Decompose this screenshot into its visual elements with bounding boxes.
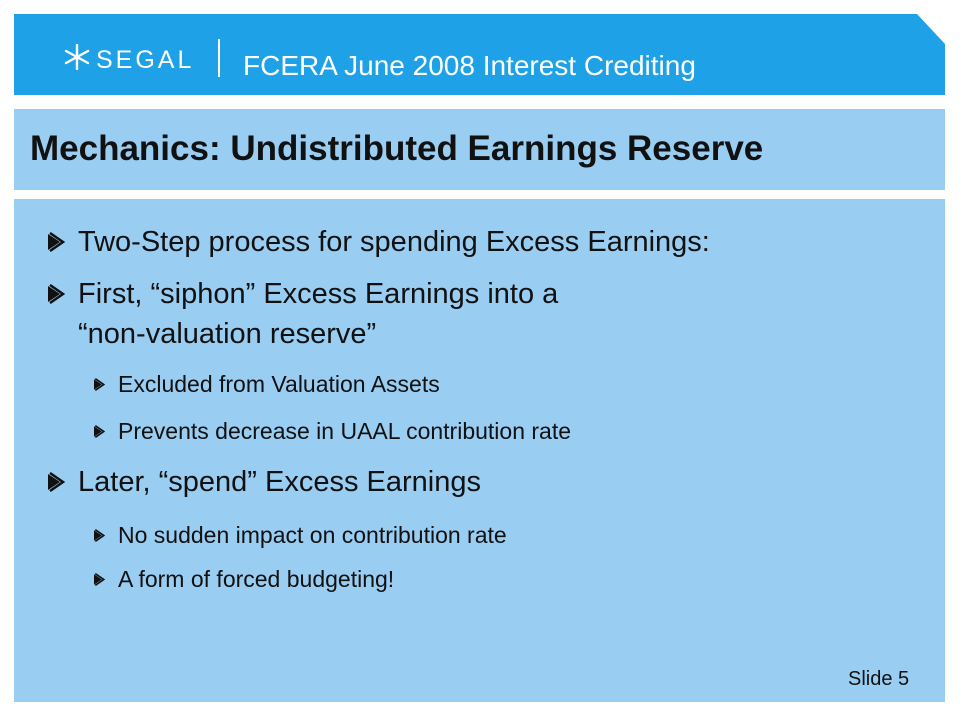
slide-title: Mechanics: Undistributed Earnings Reserve <box>30 129 764 168</box>
bullet-item: First, “siphon” Excess Earnings into a <box>78 278 559 310</box>
deck-title: FCERA June 2008 Interest Crediting <box>243 50 696 81</box>
sub-bullet-item: Prevents decrease in UAAL contribution rate <box>118 418 572 444</box>
bullet-item: Two-Step process for spending Excess Earnings: <box>78 226 710 258</box>
sub-bullet-item: No sudden impact on contribution rate <box>118 522 507 548</box>
content-panel <box>14 199 945 702</box>
arrow-bullet-icon <box>94 573 107 586</box>
logo-text: SEGAL <box>96 46 195 74</box>
sub-bullet-item: A form of forced budgeting! <box>118 566 395 592</box>
arrow-bullet-icon <box>94 378 107 391</box>
arrow-bullet-icon <box>48 232 68 252</box>
bullet-item-continued: “non-valuation reserve” <box>78 318 377 350</box>
slide-number: Slide 5 <box>848 668 910 690</box>
logo-divider <box>218 39 220 77</box>
arrow-bullet-icon <box>94 529 107 542</box>
bullet-item: Later, “spend” Excess Earnings <box>78 466 481 498</box>
arrow-bullet-icon <box>94 425 107 438</box>
sub-bullet-item: Excluded from Valuation Assets <box>118 371 440 397</box>
star-icon <box>64 44 90 70</box>
arrow-bullet-icon <box>48 284 68 304</box>
arrow-bullet-icon <box>48 472 68 492</box>
